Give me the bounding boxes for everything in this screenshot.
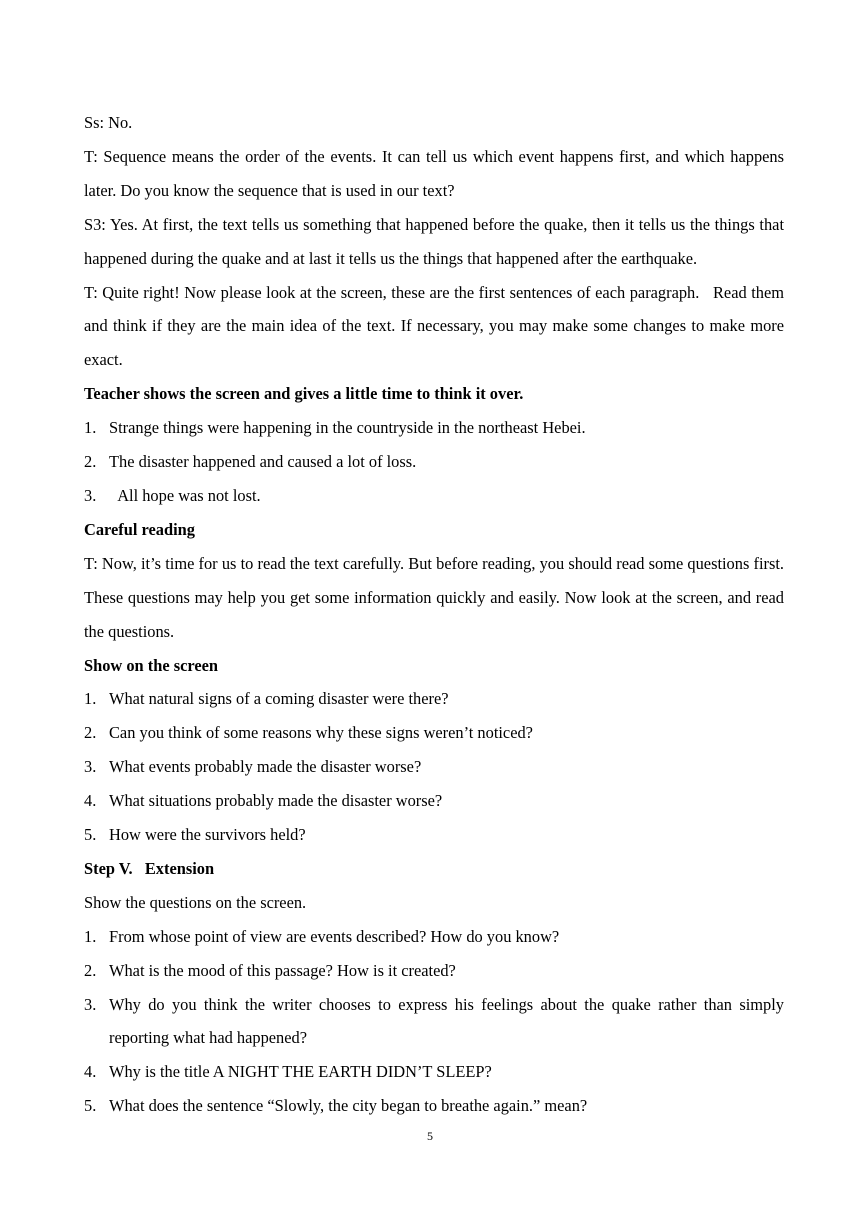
list-item xyxy=(84,954,784,988)
student-s3-answer: S3: Yes. At first, the text tells us something that happened before the quake, then it tells us the things that happened during the quake and at last it tells us the things that happened after the earthquake. xyxy=(84,214,784,268)
teacher-shows-heading: Teacher shows the screen and gives a little time to think it over. xyxy=(84,384,524,404)
careful-reading-heading: Careful reading xyxy=(84,519,195,539)
list-item xyxy=(84,682,784,716)
show-on-screen-heading: Show on the screen xyxy=(84,655,219,675)
list-text: What events probably made the disaster worse? xyxy=(109,757,422,777)
list-text: Can you think of some reasons why these signs weren’t noticed? xyxy=(109,723,533,743)
list-number: 2. xyxy=(84,960,97,980)
careful-questions-list xyxy=(84,682,784,852)
list-item xyxy=(84,716,784,750)
list-item xyxy=(84,445,784,479)
list-text: The disaster happened and caused a lot of loss. xyxy=(109,452,417,472)
list-number: 3. xyxy=(84,994,97,1014)
list-text: How were the survivors held? xyxy=(109,825,306,845)
list-item xyxy=(84,1089,784,1123)
list-item xyxy=(84,988,784,1056)
list-item xyxy=(84,411,784,445)
teacher-screen-paragraph: T: Quite right! Now please look at the screen, these are the first sentences of each paragraph. Read them and think if they are the main idea of the text. If necessary, you may make some changes to make more exact. xyxy=(84,282,784,370)
list-item xyxy=(84,818,784,852)
list-number: 1. xyxy=(84,689,97,709)
list-number: 3. xyxy=(84,485,97,505)
list-item xyxy=(84,750,784,784)
student-reply: Ss: No. xyxy=(84,113,133,132)
document-body xyxy=(84,106,784,1123)
list-number: 2. xyxy=(84,452,97,472)
list-number: 1. xyxy=(84,926,97,946)
list-text: All hope was not lost. xyxy=(109,485,261,505)
list-number: 5. xyxy=(84,1096,97,1116)
list-number: 4. xyxy=(84,1062,97,1082)
list-text: What natural signs of a coming disaster were there? xyxy=(109,689,449,709)
show-questions-line: Show the questions on the screen. xyxy=(84,892,307,912)
list-number: 2. xyxy=(84,723,97,743)
list-number: 1. xyxy=(84,418,97,438)
list-text: What situations probably made the disaster worse? xyxy=(109,791,443,811)
list-text: What does the sentence “Slowly, the city began to breathe again.” mean? xyxy=(109,1096,588,1116)
list-item xyxy=(84,1055,784,1089)
list-text: Why do you think the writer chooses to express his feelings about the quake rather than simply reporting what had happened? xyxy=(109,994,784,1048)
list-text: Why is the title A NIGHT THE EARTH DIDN’T SLEEP? xyxy=(109,1062,492,1082)
list-item xyxy=(84,784,784,818)
list-text: Strange things were happening in the countryside in the northeast Hebei. xyxy=(109,418,586,438)
teacher-sequence-paragraph: T: Sequence means the order of the events. It can tell us which event happens first, and which happens later. Do you know the sequence that is used in our text? xyxy=(84,146,784,200)
teacher-careful-paragraph: T: Now, it’s time for us to read the text carefully. But before reading, you should read some questions first. These questions may help you get some information quickly and easily. Now look at the screen, and read the questions. xyxy=(84,553,784,641)
list-text: What is the mood of this passage? How is it created? xyxy=(109,960,456,980)
step-v-heading: Step V. Extension xyxy=(84,858,215,878)
first-sentences-list xyxy=(84,411,784,513)
list-text: From whose point of view are events described? How do you know? xyxy=(109,926,560,946)
list-number: 4. xyxy=(84,791,97,811)
list-item xyxy=(84,920,784,954)
list-number: 3. xyxy=(84,757,97,777)
list-item xyxy=(84,479,784,513)
extension-questions-list xyxy=(84,920,784,1123)
page-number: 5 xyxy=(427,1129,433,1143)
list-number: 5. xyxy=(84,825,97,845)
